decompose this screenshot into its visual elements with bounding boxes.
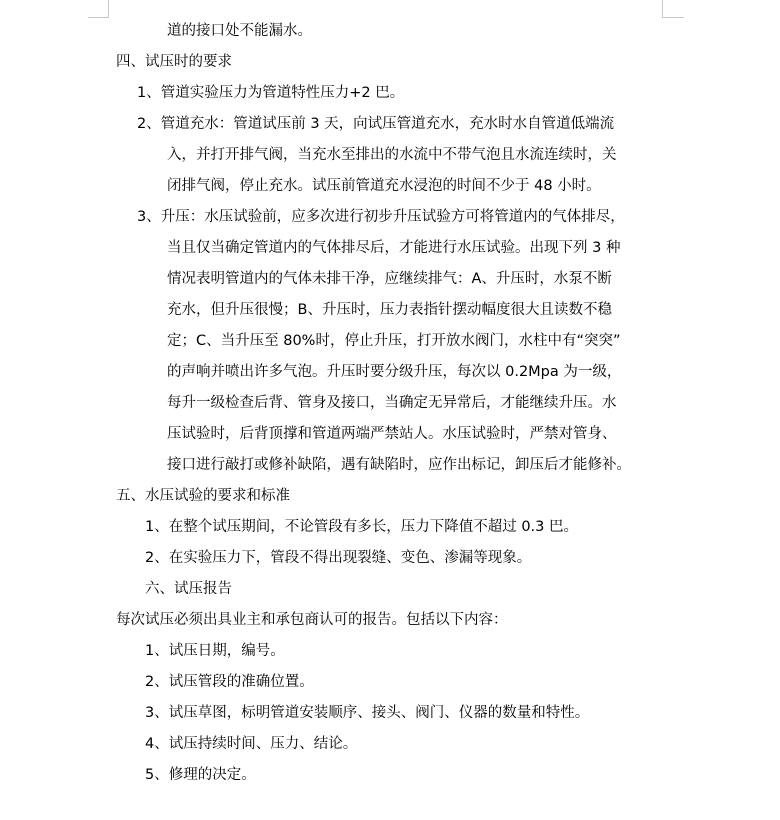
list-item: 2、在实验压力下，管段不得出现裂缝、变色、渗漏等现象。 (145, 550, 532, 566)
section-heading: 六、试压报告 (145, 581, 232, 597)
list-item: 3、升压：水压试验前，应多次进行初步升压试验方可将管道内的气体排尽， (137, 209, 625, 225)
body-line: 每次试压必须出具业主和承包商认可的报告。包括以下内容： (116, 612, 508, 628)
corner-mark-left-vertical (108, 0, 109, 18)
corner-mark-right-horizontal (662, 17, 684, 18)
body-line: 的声响并喷出许多气泡。升压时要分级升压，每次以 0.2Mpa 为一级， (167, 364, 622, 380)
body-line: 闭排气阀，停止充水。试压前管道充水浸泡的时间不少于 48 小时。 (167, 178, 601, 194)
body-line: 定；C、当升压至 80%时，停止升压，打开放水阀门，水柱中有“突突” (167, 333, 621, 349)
list-item: 4、试压持续时间、压力、结论。 (145, 736, 358, 752)
body-line: 情况表明管道内的气体未排干净，应继续排气：A、升压时，水泵不断 (167, 271, 612, 287)
corner-mark-right-vertical (662, 0, 663, 18)
body-line: 压试验时，后背顶撑和管道两端严禁站人。水压试验时，严禁对管身、 (167, 426, 617, 442)
section-heading: 五、水压试验的要求和标准 (116, 488, 290, 504)
body-line: 当且仅当确定管道内的气体排尽后，才能进行水压试验。出现下列 3 种 (167, 240, 621, 256)
list-item: 5、修理的决定。 (145, 767, 256, 783)
list-item: 1、试压日期，编号。 (145, 643, 285, 659)
list-item: 1、管道实验压力为管道特性压力+2 巴。 (137, 85, 405, 101)
list-item: 1、在整个试压期间，不论管段有多长，压力下降值不超过 0.3 巴。 (145, 519, 579, 535)
list-item: 3、试压草图，标明管道安装顺序、接头、阀门、仪器的数量和特性。 (145, 705, 590, 721)
corner-mark-left-horizontal (88, 17, 109, 18)
list-item: 2、试压管段的准确位置。 (145, 674, 314, 690)
body-line: 入，并打开排气阀，当充水至排出的水流中不带气泡且水流连续时，关 (167, 147, 617, 163)
body-line: 每升一级检查后背、管身及接口，当确定无异常后，才能继续升压。水 (167, 395, 617, 411)
body-line: 充水，但升压很慢；B、升压时，压力表指针摆动幅度很大且读数不稳 (167, 302, 612, 318)
section-heading: 四、试压时的要求 (116, 54, 232, 70)
list-item: 2、管道充水：管道试压前 3 天，向试压管道充水，充水时水自管道低端流 (137, 116, 615, 132)
body-line: 道的接口处不能漏水。 (167, 23, 312, 39)
body-line: 接口进行敲打或修补缺陷，遇有缺陷时，应作出标记，卸压后才能修补。 (167, 457, 631, 473)
